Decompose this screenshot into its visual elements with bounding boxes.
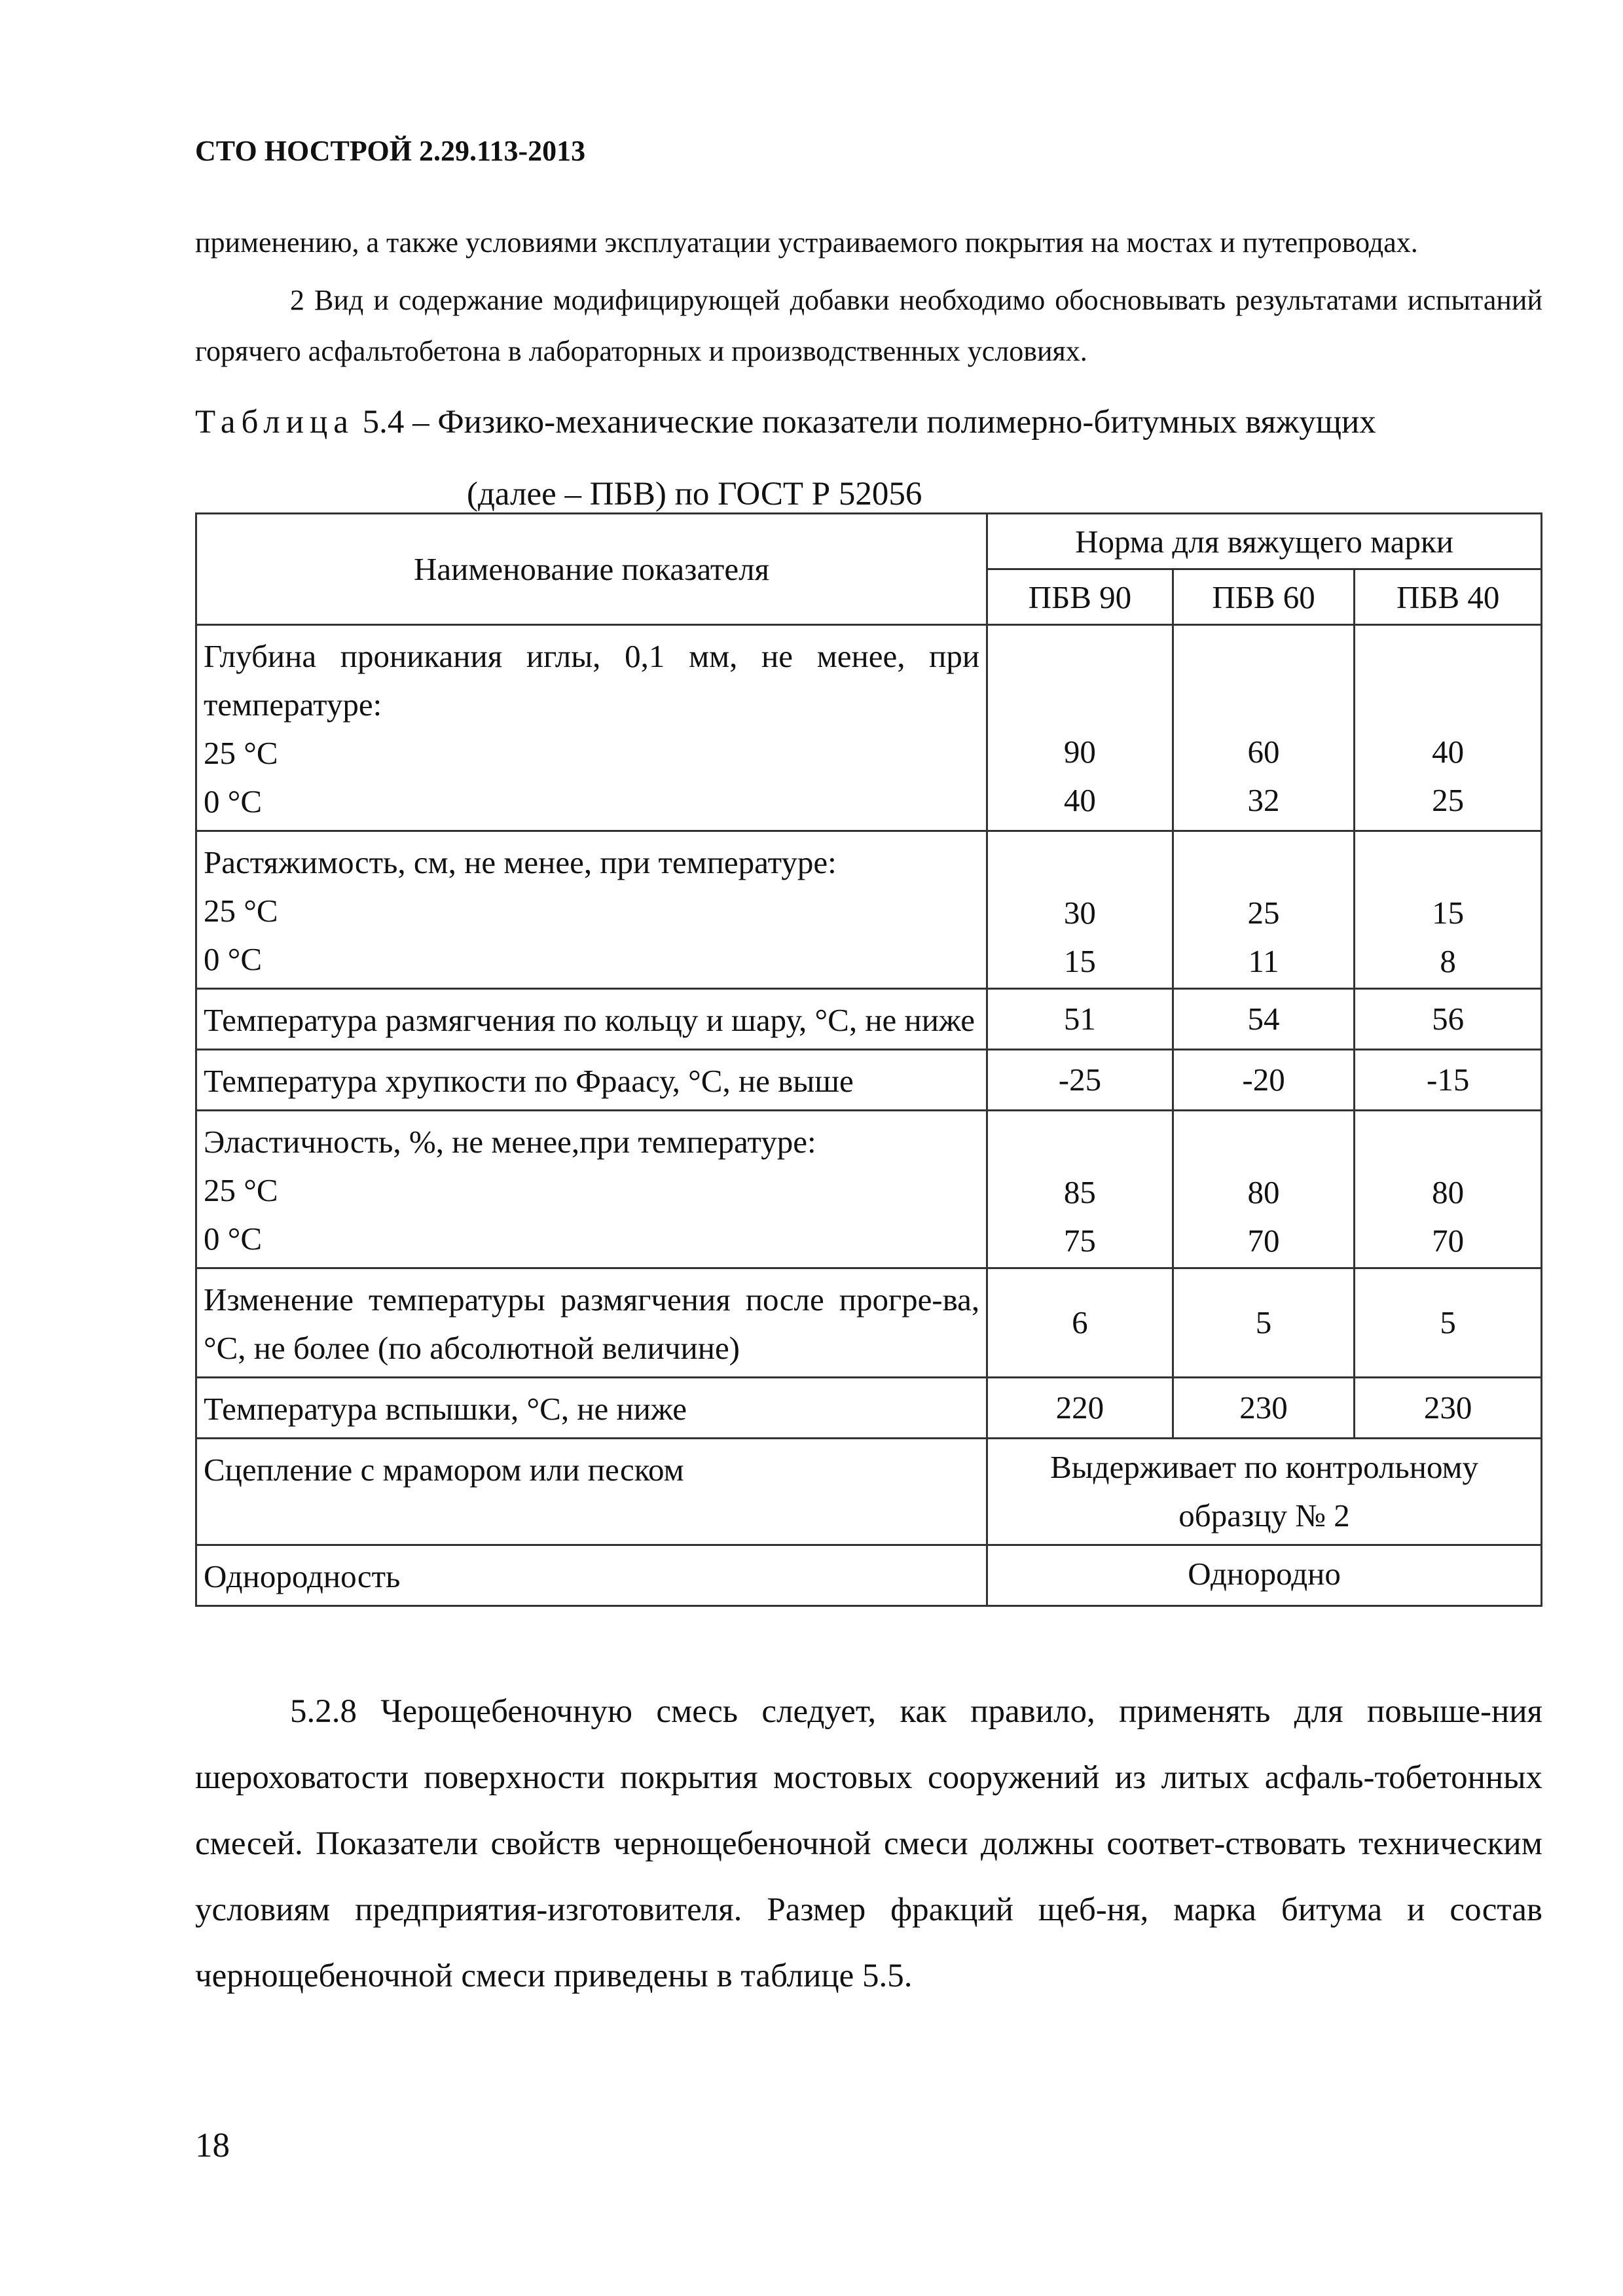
value-25: 15 (1432, 895, 1465, 931)
table-row (196, 1050, 1542, 1111)
value-25: 25 (1247, 895, 1280, 931)
value-0: 25 (1432, 782, 1465, 818)
row-name: Температура хрупкости по Фраасу, °С, не выше (196, 1050, 987, 1111)
value-25: 60 (1247, 734, 1280, 770)
table-caption-label: Таблица (195, 404, 354, 440)
row-name-temp-0: 0 °С (204, 1221, 263, 1257)
value-0: 70 (1432, 1223, 1465, 1259)
table-row (196, 1439, 1542, 1545)
row-name: Сцепление с мрамором или песком (196, 1439, 987, 1545)
table-caption (195, 386, 1542, 530)
table-row (196, 1378, 1542, 1439)
row-name-title: Растяжимость, см, не менее, при температуре: (204, 844, 837, 880)
row-name-temp-0: 0 °С (204, 941, 263, 977)
header-grade-pbv60: ПБВ 60 (1173, 569, 1355, 625)
row-name-temp-0: 0 °С (204, 783, 263, 819)
value-0: 75 (1063, 1223, 1096, 1259)
table-caption-title: 5.4 – Физико-механические показатели полимерно-битумных вяжущих (354, 404, 1376, 440)
value-0: 15 (1063, 943, 1096, 979)
table-row (196, 625, 1542, 831)
properties-table (195, 512, 1542, 1607)
row-name (196, 1111, 987, 1268)
value-cell: 230 (1355, 1378, 1542, 1439)
value-cell: 54 (1173, 989, 1355, 1050)
row-name (196, 625, 987, 831)
table-caption-line2: (далее – ПБВ) по ГОСТ Р 52056 (467, 476, 922, 512)
header-grade-pbv90: ПБВ 90 (987, 569, 1173, 625)
value-0: 11 (1248, 943, 1279, 979)
value-25: 80 (1247, 1174, 1280, 1210)
row-name: Однородность (196, 1545, 987, 1606)
value-cell: 230 (1173, 1378, 1355, 1439)
row-name: Температура вспышки, °С, не ниже (196, 1378, 987, 1439)
value-cell (1355, 625, 1542, 831)
value-25: 40 (1432, 734, 1465, 770)
table-row (196, 831, 1542, 989)
row-name-temp-25: 25 °С (204, 735, 278, 771)
value-cell (987, 1111, 1173, 1268)
table-row (196, 1111, 1542, 1268)
note-2: 2 Вид и содержание модифицирующей добавки необходимо обосновывать результатами испытаний горячего асфальтобетона в лабораторных и производственных условиях. (195, 284, 1542, 367)
row-name-title: Глубина проникания иглы, 0,1 мм, не менее, при температуре: (204, 638, 980, 723)
value-cell (987, 831, 1173, 989)
value-25: 85 (1063, 1174, 1096, 1210)
table-row (196, 1545, 1542, 1606)
merged-value-cell: Выдерживает по контрольному образцу № 2 (987, 1439, 1542, 1545)
value-cell: -20 (1173, 1050, 1355, 1111)
row-name: Изменение температуры размягчения после прогре-ва, °С, не более (по абсолютной величине) (196, 1268, 987, 1378)
header-name-text: Наименование показателя (414, 550, 770, 587)
merged-value-cell: Однородно (987, 1545, 1542, 1606)
value-cell: 51 (987, 989, 1173, 1050)
row-name (196, 831, 987, 989)
value-cell: 56 (1355, 989, 1542, 1050)
value-cell: 220 (987, 1378, 1173, 1439)
paragraph-5-2-8 (195, 1679, 1542, 2009)
header-norm-column: Норма для вяжущего марки (987, 514, 1542, 569)
value-0: 32 (1247, 782, 1280, 818)
value-cell (1355, 1111, 1542, 1268)
intro-line: применению, а также условиями эксплуатации устраиваемого покрытия на мостах и путепроводах. (195, 226, 1418, 259)
value-25: 80 (1432, 1174, 1465, 1210)
table-row (196, 1268, 1542, 1378)
header-name-column (196, 514, 987, 625)
value-cell (1355, 831, 1542, 989)
row-name-temp-25: 25 °С (204, 1172, 278, 1208)
table-header-row (196, 514, 1542, 569)
value-cell: 5 (1173, 1268, 1355, 1378)
row-name-temp-25: 25 °С (204, 893, 278, 929)
row-name: Температура размягчения по кольцу и шару, °С, не ниже (196, 989, 987, 1050)
value-cell (1173, 831, 1355, 989)
paragraph-5-2-8-text: 5.2.8 Черощебеночную смесь следует, как правило, применять для повыше-ния шероховатости поверхности покрытия мостовых сооружений из литых асфаль-тобетонных смесей. Показатели свойств чернощебеночной смеси должны соответ-ствовать техническим условиям предприятия-изготовителя. Размер фракций щеб-ня, марка битума и состав чернощебеночной смеси приведены в таблице 5.5. (195, 1693, 1542, 1994)
page-number: 18 (195, 2126, 230, 2164)
document-code-header: СТО НОСТРОЙ 2.29.113-2013 (195, 135, 586, 167)
value-cell (987, 625, 1173, 831)
value-cell: 6 (987, 1268, 1173, 1378)
value-0: 70 (1247, 1223, 1280, 1259)
value-cell: -15 (1355, 1050, 1542, 1111)
value-cell (1173, 1111, 1355, 1268)
value-0: 40 (1063, 782, 1096, 818)
value-0: 8 (1440, 943, 1456, 979)
value-cell (1173, 625, 1355, 831)
value-25: 90 (1063, 734, 1096, 770)
row-name-title: Эластичность, %, не менее,при температуре: (204, 1124, 816, 1160)
table-row (196, 989, 1542, 1050)
value-25: 30 (1063, 895, 1096, 931)
header-grade-pbv40: ПБВ 40 (1355, 569, 1542, 625)
value-cell: 5 (1355, 1268, 1542, 1378)
value-cell: -25 (987, 1050, 1173, 1111)
